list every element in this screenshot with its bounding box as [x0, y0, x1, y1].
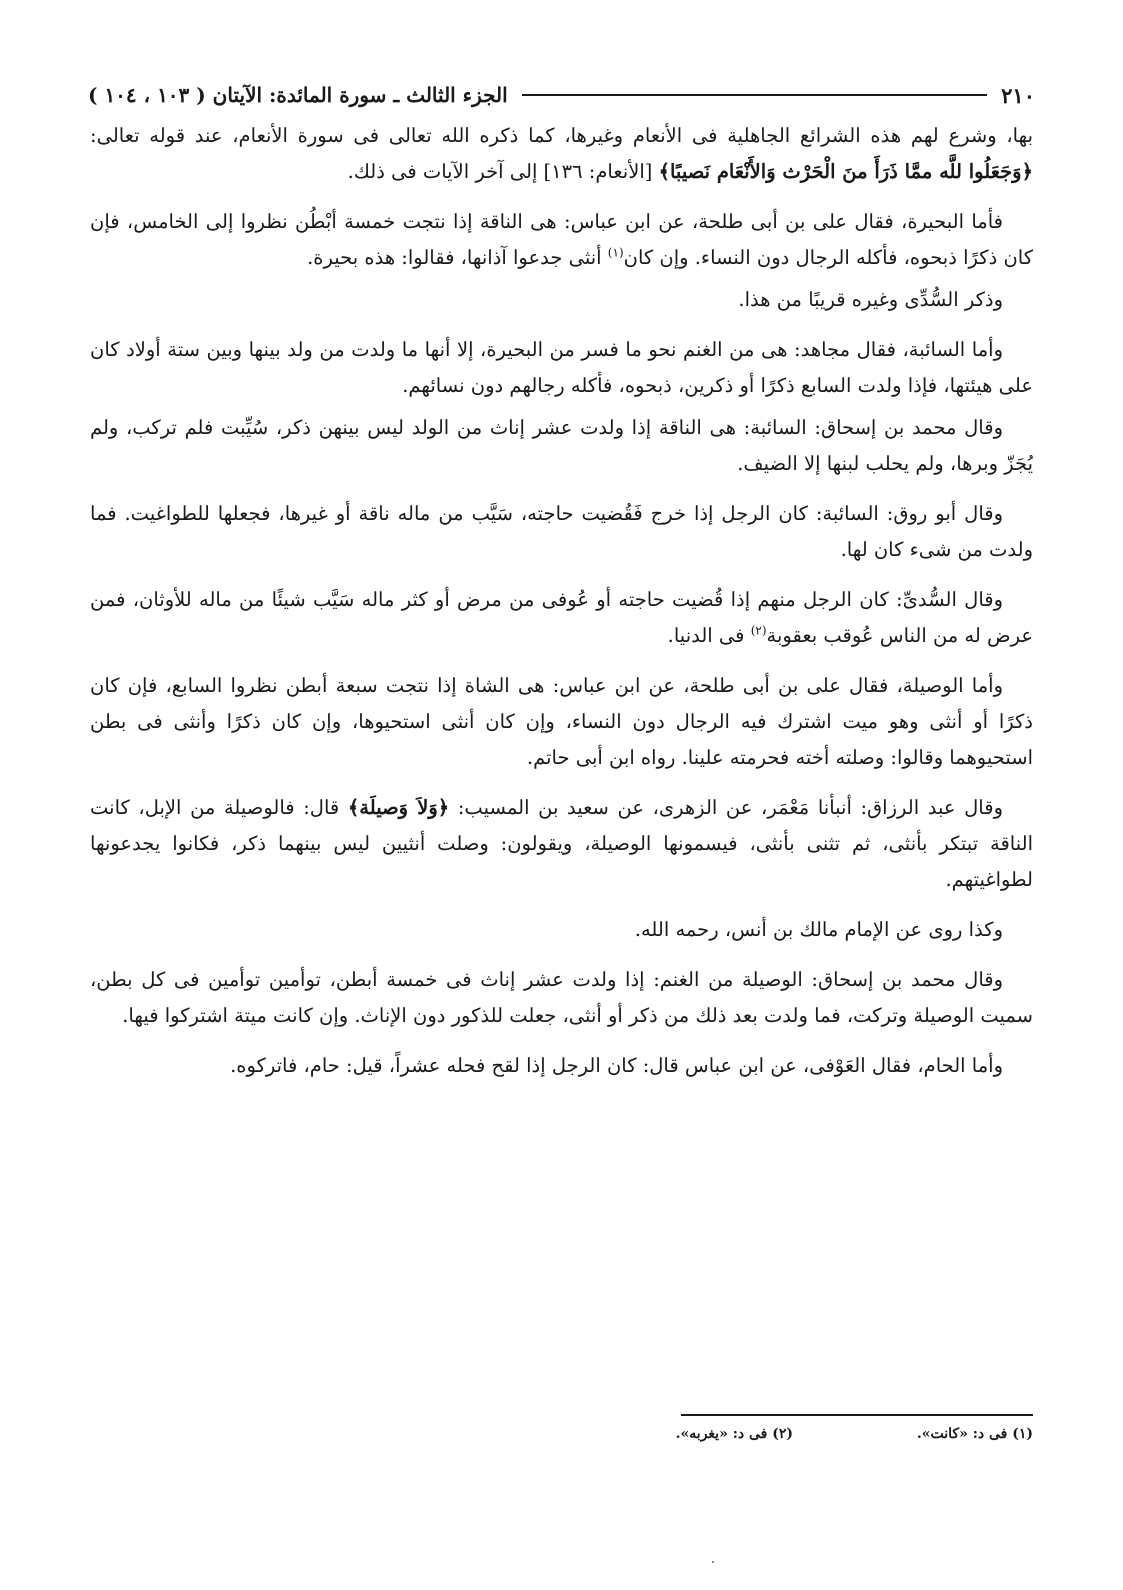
running-header — [88, 78, 1035, 112]
paragraph-text: قال: فالوصيلة من الإبل، كانت الناقة تبتكر بأنثى، ثم تثنى بأنثى، فيسمونها الوصيلة، ويقولون: وصلت أنثيين ليس بينهما ذكر، فكانوا يجدعونها لطواغيتهم. — [90, 796, 1033, 891]
running-title: الجزء الثالث ـ سورة المائدة: الآيتان ( ١٠٣ ، ١٠٤ ) — [88, 83, 508, 107]
page-number: ٢١٠ — [1001, 82, 1035, 108]
footnote-marker: (٢) — [750, 623, 767, 638]
paragraph-text: فأما البحيرة، فقال على بن أبى طلحة، عن ابن عباس: هى الناقة إذا نتجت خمسة أبْطُن نظروا إلى الخامس، فإن كان ذكرًا ذبحوه، فأكله الرجال دون النساء. وإن كان — [90, 210, 1033, 269]
paragraph — [90, 582, 1033, 654]
quran-verse: ﴿وَلاَ وَصيلَة﴾ — [347, 796, 450, 819]
verse-reference: [الأنعام: ١٣٦] إلى آخر الآيات فى ذلك. — [347, 160, 659, 183]
paragraph — [90, 790, 1033, 898]
paragraph: وذكر السُّدِّى وغيره قريبًا من هذا. — [738, 288, 1003, 311]
main-text — [90, 118, 1033, 1098]
paragraph — [90, 204, 1033, 276]
paragraph: وأما الحام، فقال العَوْفى، عن ابن عباس قال: كان الرجل إذا لقح فحله عشراً، قيل: حام، فاتركوه. — [230, 1054, 1003, 1077]
paragraph-text: بها، وشرع لهم هذه الشرائع الجاهلية فى الأنعام وغيرها، كما ذكره الله تعالى فى سورة الأنعام، عند قوله تعالى: — [90, 124, 1033, 147]
paragraph: وقال محمد بن إسحاق: الوصيلة من الغنم: إذا ولدت عشر إناث فى خمسة أبطن، توأمين توأمين فى كل بطن، سميت الوصيلة وتركت، فما ولدت بعد ذلك من ذكر أو أنثى، جعلت للذكور دون الإناث. وإن كانت ميتة اشتركوا فيها. — [90, 968, 1033, 1027]
paragraph: وكذا روى عن الإمام مالك بن أنس، رحمه الله. — [634, 918, 1003, 941]
footnote-separator — [681, 1414, 1033, 1416]
paragraph-text: وقال السُّدىِّ: كان الرجل منهم إذا قُضيت حاجته أو عُوفى من مرض أو كثر ماله سَيَّب شيئًا من ماله للأوثان، فمن عرض له من الناس عُوقب بعقوبة — [90, 588, 1033, 647]
scan-speck — [712, 1561, 714, 1563]
paragraph: وقال محمد بن إسحاق: السائبة: هى الناقة إذا ولدت عشر إناث من الولد ليس بينهن ذكر، سُيِّبت فلم تركب، ولم يُجَزّ وبرها، ولم يحلب لبنها إلا الضيف. — [90, 416, 1033, 475]
paragraph-text: فى الدنيا. — [667, 624, 751, 647]
quran-verse: ﴿وَجَعَلُوا للَّه ممَّا ذَرَأَ منَ الْحَرْث وَالأَنْعَام نَصيبًا﴾ — [658, 160, 1033, 183]
paragraph: وأما السائبة، فقال مجاهد: هى من الغنم نحو ما فسر من البحيرة، إلا أنها ما ولدت من ولد بينها وبين ستة أولاد كان على هيئتها، فإذا ولدت السابع ذكرًا أو ذكرين، ذبحوه، فأكله رجالهم دون نسائهم. — [90, 338, 1033, 397]
footnote-marker: (١) — [607, 245, 624, 260]
paragraph-text: وقال عبد الرزاق: أنبأنا مَعْمَر، عن الزهرى، عن سعيد بن المسيب: — [449, 796, 1003, 819]
paragraph-text: أنثى جدعوا آذانها، فقالوا: هذه بحيرة. — [307, 246, 608, 269]
header-rule — [522, 94, 987, 96]
paragraph: وقال أبو روق: السائبة: كان الرجل إذا خرج فَقُضيت حاجته، سَيَّب من ماله ناقة أو غيرها، فجعلها للطواغيت. فما ولدت من شىء كان لها. — [90, 502, 1033, 561]
footnotes — [553, 1426, 1033, 1442]
paragraph — [90, 118, 1033, 190]
paragraph: وأما الوصيلة، فقال على بن أبى طلحة، عن ابن عباس: هى الشاة إذا نتجت سبعة أبطن نظروا السابع، فإن كان ذكرًا أو أنثى وهو ميت اشترك فيه الرجال دون النساء، وإن كان أنثى استحيوها، وإن كان ذكرًا وأنثى فى بطن استحيوهما وقالوا: وصلته أخته فحرمته علينا. رواه ابن أبى حاتم. — [90, 674, 1033, 769]
footnote: (١) فى د: «كانت». — [916, 1426, 1033, 1442]
footnote: (٢) فى د: «يغربه». — [675, 1426, 793, 1442]
